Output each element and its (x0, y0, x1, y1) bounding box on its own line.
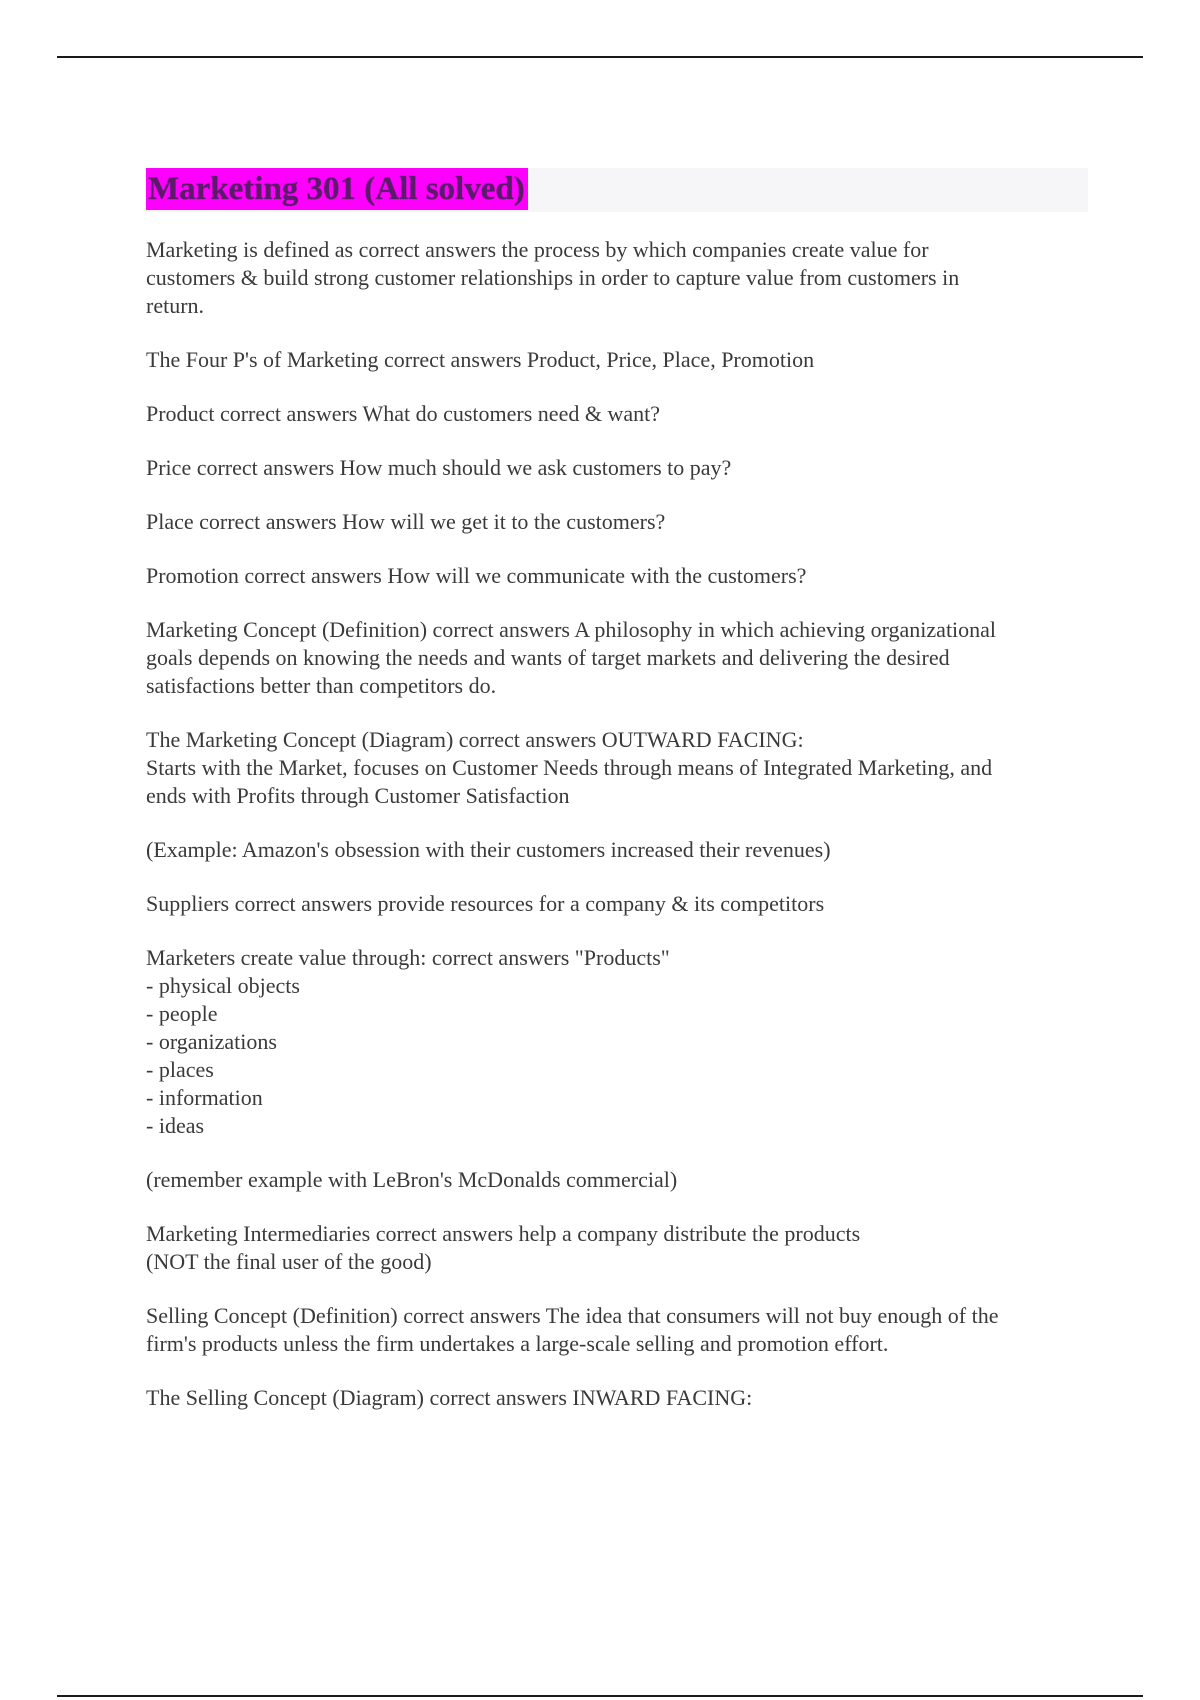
qa-line: goals depends on knowing the needs and wants of target markets and delivering the desired (146, 645, 950, 670)
qa-entry (146, 400, 1088, 428)
qa-line: (NOT the final user of the good) (146, 1249, 432, 1274)
qa-entry (146, 346, 1088, 374)
qa-line: Marketing Concept (Definition) correct answers A philosophy in which achieving organizational (146, 617, 997, 642)
qa-line: Marketers create value through: correct answers "Products" (146, 945, 670, 970)
qa-list (146, 236, 1088, 1412)
qa-entry (146, 1302, 1088, 1358)
qa-line: The Marketing Concept (Diagram) correct answers OUTWARD FACING: (146, 727, 804, 752)
qa-line: (Example: Amazon's obsession with their customers increased their revenues) (146, 837, 831, 862)
qa-entry (146, 944, 1088, 1140)
qa-line: Promotion correct answers How will we communicate with the customers? (146, 563, 807, 588)
qa-line: (remember example with LeBron's McDonalds commercial) (146, 1167, 678, 1192)
qa-line: Product correct answers What do customers need & want? (146, 401, 660, 426)
document-body (146, 168, 1088, 1438)
qa-entry (146, 726, 1088, 810)
qa-line: - organizations (146, 1029, 277, 1054)
qa-line: - physical objects (146, 973, 300, 998)
qa-line: - ideas (146, 1113, 205, 1138)
qa-entry (146, 1166, 1088, 1194)
qa-line: Suppliers correct answers provide resources for a company & its competitors (146, 891, 825, 916)
qa-line: - people (146, 1001, 218, 1026)
qa-line: firm's products unless the firm undertakes a large-scale selling and promotion effort. (146, 1331, 889, 1356)
qa-entry (146, 454, 1088, 482)
qa-line: satisfactions better than competitors do. (146, 673, 497, 698)
document-title: Marketing 301 (All solved) (146, 168, 528, 210)
bottom-rule (57, 1695, 1143, 1697)
qa-line: return. (146, 293, 205, 318)
qa-line: Price correct answers How much should we ask customers to pay? (146, 455, 732, 480)
title-bar (146, 168, 1088, 212)
qa-entry (146, 836, 1088, 864)
qa-line: The Four P's of Marketing correct answers Product, Price, Place, Promotion (146, 347, 815, 372)
qa-entry (146, 1220, 1088, 1276)
top-rule (57, 56, 1143, 58)
qa-line: - information (146, 1085, 263, 1110)
qa-entry (146, 508, 1088, 536)
qa-line: customers & build strong customer relationships in order to capture value from customers in (146, 265, 960, 290)
qa-entry (146, 562, 1088, 590)
qa-line: ends with Profits through Customer Satisfaction (146, 783, 570, 808)
qa-line: The Selling Concept (Diagram) correct answers INWARD FACING: (146, 1385, 753, 1410)
qa-line: Marketing Intermediaries correct answers help a company distribute the products (146, 1221, 861, 1246)
qa-line: Place correct answers How will we get it to the customers? (146, 509, 666, 534)
qa-entry (146, 236, 1088, 320)
qa-entry (146, 890, 1088, 918)
qa-entry (146, 1384, 1088, 1412)
qa-line: Selling Concept (Definition) correct answers The idea that consumers will not buy enough of the (146, 1303, 999, 1328)
qa-entry (146, 616, 1088, 700)
qa-line: Marketing is defined as correct answers the process by which companies create value for (146, 237, 929, 262)
qa-line: - places (146, 1057, 214, 1082)
qa-line: Starts with the Market, focuses on Customer Needs through means of Integrated Marketing, and (146, 755, 993, 780)
